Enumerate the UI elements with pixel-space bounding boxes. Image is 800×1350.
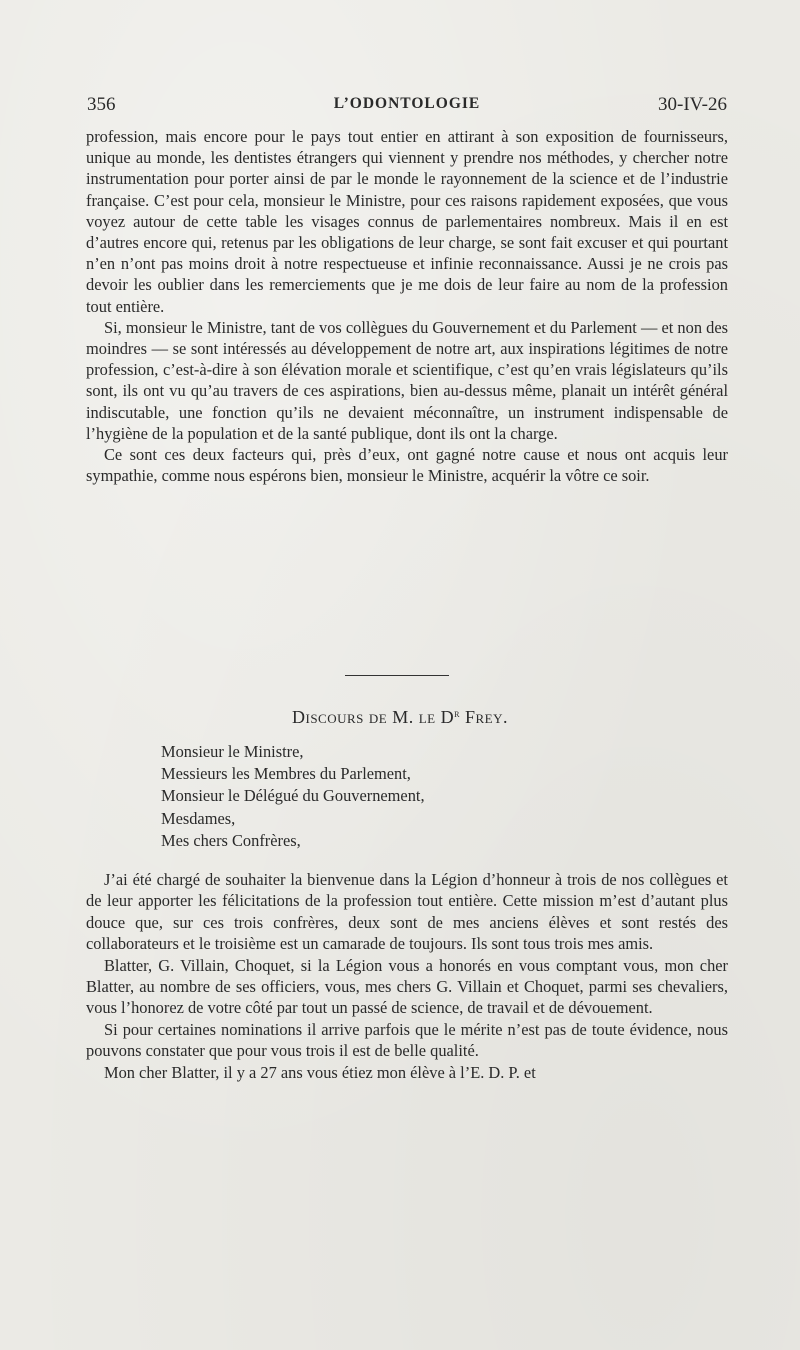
running-header bbox=[87, 94, 727, 120]
salutation-line: Mes chers Confrères, bbox=[161, 830, 301, 850]
speech-continuation bbox=[86, 126, 728, 486]
issue-date: 30-IV-26 bbox=[658, 94, 727, 115]
paragraph: Si, monsieur le Ministre, tant de vos collègues du Gouvernement et du Parlement — et non des moindres — se sont intéressés au développement de notre art, aux inspirations légitimes de notre profession, c’est-à-dire à son élévation morale et scientifique, c’est qu’en vrais législateurs qu’ils sont, ils ont vu qu’au travers de ces aspirations, bien au-dessus même, planait un intérêt général indiscutable, une fonction qu’ils ne devaient méconnaître, un instrument indispensable de l’hygiène de la population et de la santé publique, dont ils ont la charge. bbox=[86, 317, 728, 443]
salutation-line: Messieurs les Membres du Parlement, bbox=[161, 764, 411, 784]
section-title-prefix: Discours de M. le D bbox=[292, 707, 455, 727]
speech-body bbox=[86, 869, 728, 1083]
journal-title: L’ODONTOLOGIE bbox=[333, 95, 481, 112]
paragraph: Si pour certaines nominations il arrive parfois que le mérite n’est pas de toute évidence, nous pouvons constater que pour vous trois il est de belle qualité. bbox=[86, 1019, 728, 1061]
section-title bbox=[0, 707, 800, 728]
paragraph: profession, mais encore pour le pays tout entier en attirant à son exposition de fournisseurs, unique au monde, les dentistes étrangers qui viennent y prendre nos méthodes, y chercher notre instrumentation pour porter ainsi de par le monde le rayonnement de la science et de l’industrie française. C’est pour cela, monsieur le Ministre, pour ces raisons rapidement exposées, que vous voyez autour de cette table les visages connus de parlementaires nombreux. Mais il en est d’autres encore qui, retenus par les obligations de leur charge, se sont fait excuser et qui pourtant n’en n’ont pas moins droit à notre respectueuse et infinie reconnaissance. Aussi je ne crois pas devoir les oublier dans les remerciements que je me dois de leur faire au nom de la profession tout entière. bbox=[86, 127, 728, 316]
page-number: 356 bbox=[87, 94, 116, 115]
paragraph: Mon cher Blatter, il y a 27 ans vous étiez mon élève à l’E. D. P. et bbox=[104, 1062, 536, 1082]
section-title-superscript: r bbox=[454, 708, 460, 720]
paragraph: Ce sont ces deux facteurs qui, près d’eux, ont gagné notre cause et nous ont acquis leur sympathie, comme nous espérons bien, monsieur le Ministre, acquérir la vôtre ce soir. bbox=[86, 445, 728, 486]
section-title-name: Frey. bbox=[459, 707, 508, 727]
salutation-line: Mesdames, bbox=[161, 808, 236, 828]
section-divider bbox=[345, 675, 449, 676]
salutation-block bbox=[161, 741, 681, 852]
paragraph: J’ai été chargé de souhaiter la bienvenue dans la Légion d’honneur à trois de nos collègues et de leur apporter les félicitations de la profession tout entière. Cette mission m’est d’autant plus douce que, sur ces trois confrères, deux sont de mes anciens élèves et sont restés des collaborateurs et le troisième est un camarade de toujours. Ils sont tous trois mes amis. bbox=[86, 870, 728, 954]
salutation-line: Monsieur le Ministre, bbox=[161, 742, 304, 761]
paragraph: Blatter, G. Villain, Choquet, si la Légion vous a honorés en vous comptant vous, mon cher Blatter, au nombre de ses officiers, vous, mes chers G. Villain et Choquet, parmi ses chevaliers, vous l’honorez de votre côté par tout un passé de science, de travail et de dévouement. bbox=[86, 955, 728, 1018]
salutation-line: Monsieur le Délégué du Gouvernement, bbox=[161, 786, 425, 806]
